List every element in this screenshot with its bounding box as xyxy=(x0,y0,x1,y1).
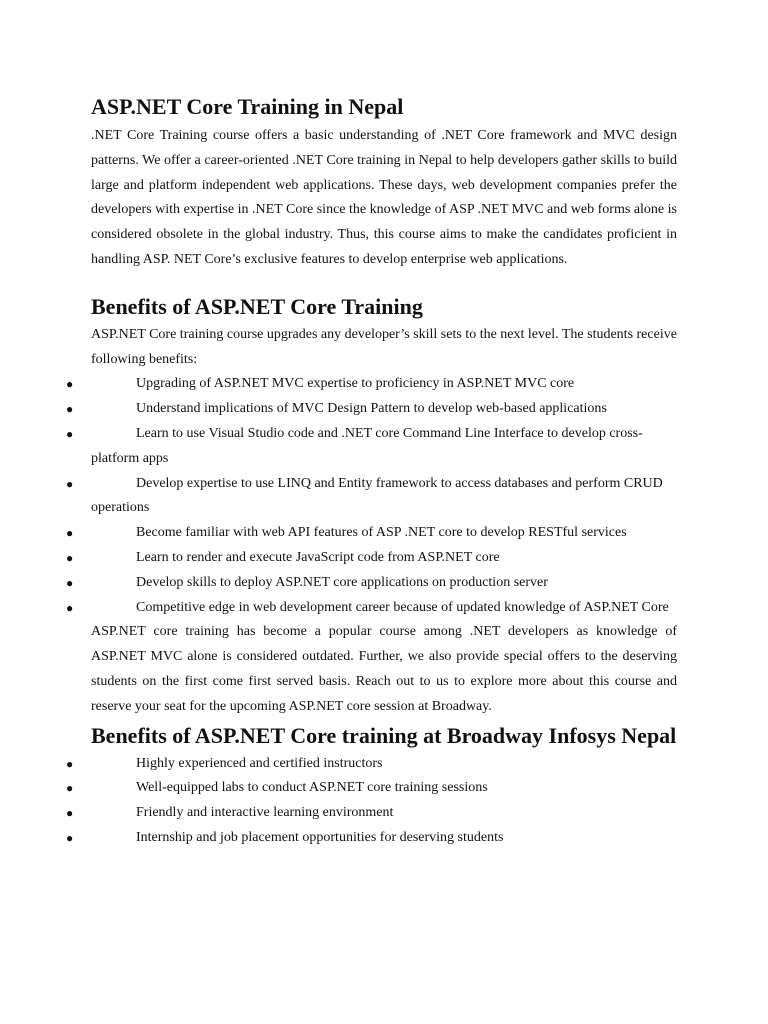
list-item: ● Highly experienced and certified instructors xyxy=(91,752,677,777)
paragraph-intro: .NET Core Training course offers a basic understanding of .NET Core framework and MVC design patterns. We offer a career-oriented .NET Core training in Nepal to help developers gather skills to build large and platform independent web applications. These days, web development companies prefer the developers with expertise in .NET Core since the knowledge of ASP .NET MVC and web forms alone is considered obsolete in the global industry. Thus, this course aims to make the candidates proficient in handling ASP. NET Core’s exclusive features to develop enterprise web applications. xyxy=(91,128,677,267)
list-item: ● Internship and job placement opportunities for deserving students xyxy=(91,826,677,851)
list-item: ● Learn to render and execute JavaScript code from ASP.NET core xyxy=(91,546,677,571)
list-item: ● Develop expertise to use LINQ and Entity framework to access databases and perform CRUD operations xyxy=(91,472,677,522)
list-item: ● Learn to use Visual Studio code and .NET core Command Line Interface to develop cross-platform apps xyxy=(91,422,677,472)
bullet-icon: ● xyxy=(66,526,74,541)
list-item: ● Well-equipped labs to conduct ASP.NET core training sessions xyxy=(91,776,677,801)
heading-benefits: Benefits of ASP.NET Core Training xyxy=(91,293,423,319)
bullet-icon: ● xyxy=(66,830,74,845)
bullet-icon: ● xyxy=(66,575,74,590)
list-item: ● Understand implications of MVC Design Pattern to develop web-based applications xyxy=(91,397,677,422)
bullet-icon: ● xyxy=(66,377,74,392)
bullet-icon: ● xyxy=(66,476,74,491)
bullet-icon: ● xyxy=(66,756,74,771)
list-item: ● Become familiar with web API features of ASP .NET core to develop RESTful services xyxy=(91,521,677,546)
broadway-benefits-list xyxy=(66,752,677,851)
bullet-icon: ● xyxy=(66,426,74,441)
list-item: ● Competitive edge in web development career because of updated knowledge of ASP.NET Core xyxy=(91,596,677,621)
bullet-icon: ● xyxy=(66,550,74,565)
bullet-icon: ● xyxy=(66,806,74,821)
document-content xyxy=(66,90,677,851)
bullet-icon: ● xyxy=(66,600,74,615)
list-item: ● Friendly and interactive learning environment xyxy=(91,801,677,826)
heading-training-in-nepal: ASP.NET Core Training in Nepal xyxy=(91,94,404,119)
list-item: ● Upgrading of ASP.NET MVC expertise to proficiency in ASP.NET MVC core xyxy=(91,372,677,397)
bullet-icon: ● xyxy=(66,781,74,796)
list-item: ● Develop skills to deploy ASP.NET core applications on production server xyxy=(91,571,677,596)
heading-broadway-benefits: Benefits of ASP.NET Core training at Broadway Infosys Nepal xyxy=(91,722,677,748)
benefits-list xyxy=(66,372,677,620)
bullet-icon: ● xyxy=(66,402,74,417)
paragraph-closing: ASP.NET core training has become a popular course among .NET developers as knowledge of ASP.NET MVC alone is considered outdated. Further, we also provide special offers to the deserving students on the first come first served basis. Reach out to us to explore more about this course and reserve your seat for the upcoming ASP.NET core session at Broadway. xyxy=(91,624,677,714)
paragraph-benefits-intro: ASP.NET Core training course upgrades any developer’s skill sets to the next level. The students receive following benefits: xyxy=(91,326,677,367)
